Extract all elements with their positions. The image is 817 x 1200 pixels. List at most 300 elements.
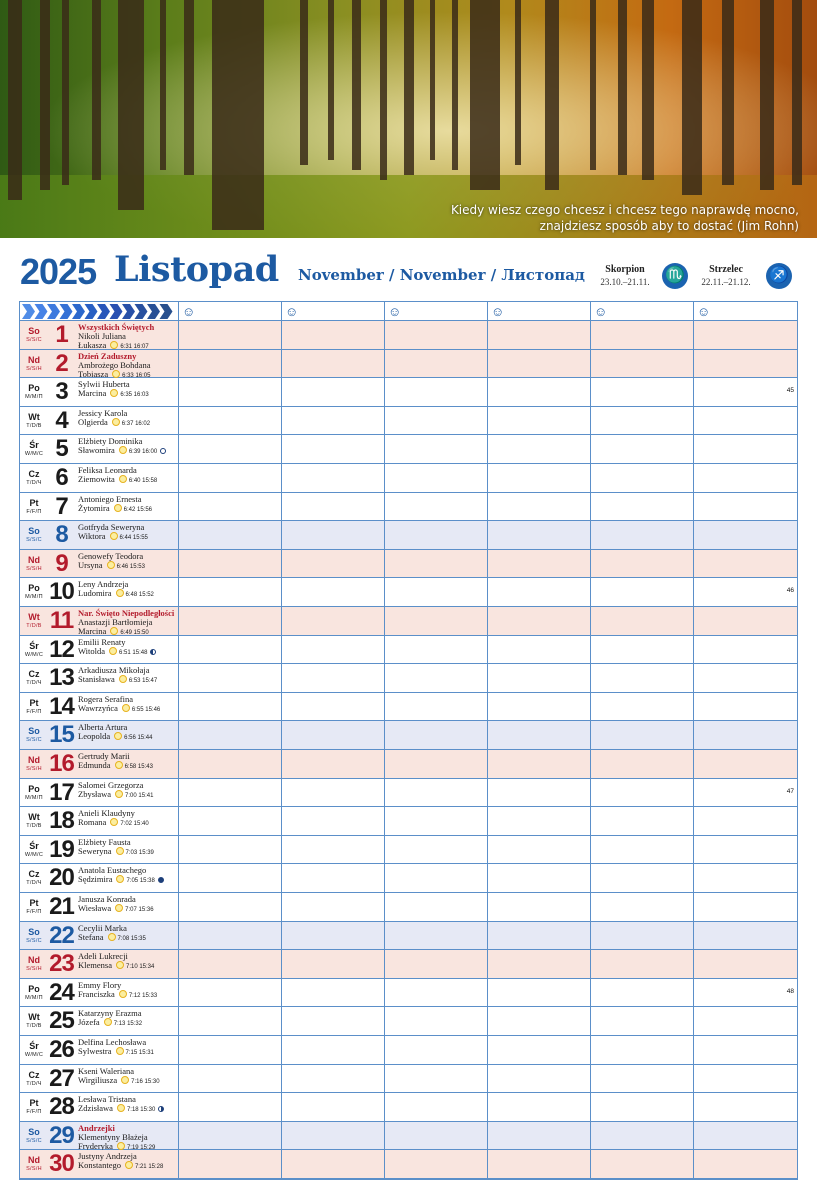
- name-day-text: Fryderyka: [78, 1140, 113, 1151]
- weekday-abbr-translations: S/S/H: [26, 565, 42, 572]
- sunrise-sunset-times: 6:56 15:44: [124, 735, 153, 742]
- sun-icon: [121, 1076, 129, 1084]
- name-day: Emmy Flory: [78, 979, 122, 990]
- day-number: 3: [55, 378, 68, 406]
- sunrise-sunset-times: 7:00 15:41: [125, 792, 154, 799]
- name-day-text: Olgierda: [78, 416, 108, 427]
- name-day: [78, 960, 154, 972]
- zodiac-name: Strzelec: [709, 264, 743, 275]
- sunrise-sunset-times: 6:46 15:53: [116, 563, 145, 570]
- sun-icon: [116, 1047, 124, 1055]
- name-day-text: Wiktora: [78, 531, 106, 542]
- name-day: [78, 646, 156, 658]
- day-row[interactable]: [20, 521, 797, 550]
- sunrise-sunset-times: 6:49 15:50: [120, 630, 149, 636]
- name-day-text: Franciszka: [78, 988, 115, 999]
- chevron-shape: [160, 304, 173, 319]
- sunrise-sunset-times: 6:39 16:00: [128, 449, 158, 456]
- quote-line: znajdziesz sposób aby to dostać (Jim Rohn): [539, 219, 799, 233]
- day-row[interactable]: [20, 636, 797, 665]
- column-divider: [590, 302, 591, 1179]
- name-day: [78, 1160, 163, 1172]
- day-row[interactable]: [20, 378, 797, 407]
- weekday-abbr-translations: S/S/C: [26, 1137, 42, 1144]
- name-day-text: Wirgiliusza: [78, 1074, 118, 1085]
- weekday-abbr-translations: F/F/П: [26, 1109, 42, 1116]
- weekday-abbr-translations: T/D/Ч: [26, 1080, 42, 1087]
- weekday-abbr-translations: M/M/П: [25, 594, 43, 601]
- weekday-abbr: So: [28, 1126, 40, 1137]
- weekday-abbr-translations: S/S/C: [26, 537, 42, 544]
- weekday-abbr-translations: M/M/П: [25, 794, 43, 801]
- name-day: [78, 874, 164, 886]
- day-row[interactable]: [20, 550, 797, 579]
- name-day: Alberta Artura: [78, 722, 128, 733]
- day-row[interactable]: [20, 864, 797, 893]
- name-day: [78, 445, 166, 457]
- weekday-abbr-translations: F/F/П: [26, 708, 42, 715]
- smiley-icon: ☺: [594, 304, 608, 319]
- column-divider: [693, 302, 694, 1179]
- weekday-abbr: Po: [28, 783, 40, 794]
- name-day-text: Konstantego: [78, 1160, 121, 1171]
- sun-icon: [112, 418, 120, 426]
- name-day: [78, 474, 157, 486]
- moon-phase-icon: [150, 649, 156, 655]
- sun-icon: [109, 647, 117, 655]
- weekday-abbr: Pt: [29, 697, 39, 708]
- day-number: 30: [49, 1150, 74, 1178]
- name-day-text: Ziemowita: [78, 474, 115, 484]
- day-number: 29: [49, 1121, 74, 1149]
- name-day: Leny Andrzeja: [78, 579, 129, 590]
- name-day: Elżbiety Dominika: [78, 436, 143, 447]
- weekday-abbr-translations: S/S/C: [26, 937, 42, 944]
- day-row[interactable]: [20, 321, 797, 350]
- column-divider: [178, 302, 179, 1179]
- name-day: [78, 417, 150, 429]
- weekday-abbr-translations: S/S/H: [26, 365, 42, 372]
- day-number: 5: [55, 435, 68, 463]
- weekday-abbr: Wt: [28, 812, 40, 823]
- day-row[interactable]: [20, 893, 797, 922]
- name-day-text: Tobiasza: [78, 368, 109, 379]
- day-row[interactable]: [20, 836, 797, 865]
- sun-icon: [117, 1104, 125, 1112]
- day-number: 20: [49, 864, 74, 892]
- name-day: [78, 503, 152, 515]
- sunrise-sunset-times: 6:55 15:46: [131, 706, 161, 713]
- name-day: Gotfryda Seweryna: [78, 522, 145, 533]
- sun-icon: [114, 732, 122, 740]
- sagittarius-icon: ♐: [766, 263, 792, 289]
- chevron-shape: [60, 304, 73, 319]
- day-row[interactable]: [20, 1007, 797, 1036]
- weekday-abbr: Wt: [28, 1012, 40, 1023]
- weekday-abbr: Cz: [28, 669, 40, 680]
- day-number: 16: [49, 750, 74, 777]
- zodiac-sagittarius: [696, 264, 756, 288]
- weekday-abbr: Cz: [28, 1069, 40, 1080]
- weekday-abbr: So: [28, 526, 40, 537]
- weekday-abbr-translations: F/F/П: [26, 508, 42, 515]
- calendar-header: [20, 250, 800, 294]
- name-day: [78, 1046, 154, 1058]
- day-row[interactable]: [20, 922, 797, 951]
- name-day-text: Marcina: [78, 626, 107, 636]
- name-day: Ambrożego Bohdana: [78, 359, 151, 370]
- day-number: 17: [49, 778, 74, 806]
- day-row[interactable]: [20, 607, 797, 636]
- week-number: 48: [786, 987, 794, 995]
- day-number: 28: [49, 1093, 74, 1121]
- chevron-shape: [85, 304, 98, 319]
- weekday-abbr-translations: T/D/B: [26, 422, 42, 429]
- weekday-abbr: Nd: [28, 1155, 40, 1166]
- name-day: Delfina Lechosława: [78, 1037, 147, 1047]
- name-day-text: Edmunda: [78, 760, 111, 770]
- day-number: 6: [55, 464, 68, 491]
- name-day-text: Sławomira: [78, 445, 115, 456]
- name-day: Katarzyny Erazma: [78, 1008, 142, 1019]
- weekday-abbr: Pt: [29, 497, 39, 508]
- name-day: [78, 1103, 164, 1115]
- name-day-text: Stefana: [78, 931, 104, 942]
- day-number: 14: [49, 692, 74, 720]
- name-day: Anatola Eustachego: [78, 865, 147, 876]
- day-row[interactable]: [20, 1065, 797, 1094]
- weekday-abbr: Śr: [29, 1041, 39, 1051]
- day-number: 23: [49, 950, 74, 978]
- sunrise-sunset-times: 6:40 15:58: [128, 478, 158, 484]
- weekday-abbr: Nd: [28, 955, 40, 966]
- forest-photo: [0, 0, 817, 238]
- name-day: Feliksa Leonarda: [78, 465, 137, 475]
- chevron-shape: [47, 304, 60, 319]
- holiday-name: Andrzejki: [78, 1122, 115, 1133]
- month-translations: November / November / Листопад: [298, 266, 585, 284]
- weekday-abbr: Wt: [28, 411, 40, 422]
- sun-icon: [110, 532, 118, 540]
- day-row[interactable]: [20, 750, 797, 779]
- name-day: Emilii Renaty: [78, 636, 126, 647]
- day-number: 24: [49, 978, 74, 1006]
- weekday-abbr-translations: M/M/П: [25, 394, 43, 401]
- day-number: 1: [55, 321, 68, 348]
- column-divider: [384, 302, 385, 1179]
- name-day: Rogera Serafina: [78, 693, 133, 704]
- sunrise-sunset-times: 6:48 15:52: [125, 592, 154, 599]
- calendar-grid: [19, 301, 798, 1180]
- smiley-icon: ☺: [182, 304, 196, 319]
- weekday-abbr: So: [28, 326, 40, 336]
- weekday-abbr-translations: W/M/C: [24, 451, 44, 458]
- sun-icon: [115, 761, 123, 769]
- sun-icon: [110, 627, 118, 635]
- sunrise-sunset-times: 7:07 15:36: [125, 907, 154, 913]
- day-row[interactable]: [20, 1150, 797, 1179]
- chevron-shape: [122, 304, 135, 319]
- day-row[interactable]: [20, 1036, 797, 1065]
- sun-icon: [116, 589, 124, 597]
- chevron-shape: [72, 304, 85, 319]
- weekday-abbr-translations: S/S/H: [26, 1166, 42, 1173]
- name-day-text: Żytomira: [78, 502, 110, 513]
- name-day: Kseni Waleriana: [78, 1065, 135, 1076]
- chevron-arrows-icon: [22, 304, 178, 319]
- holiday-name: Nar. Święto Niepodległości: [78, 608, 175, 618]
- name-day: [78, 1075, 160, 1087]
- day-number: 11: [49, 607, 74, 634]
- month-name: Listopad: [114, 249, 279, 290]
- sun-icon: [104, 1018, 112, 1026]
- day-number: 12: [49, 635, 74, 663]
- name-day: [78, 846, 154, 858]
- weekday-abbr-translations: S/S/C: [26, 337, 42, 343]
- day-row[interactable]: [20, 721, 797, 750]
- day-number: 9: [55, 549, 68, 577]
- sun-icon: [114, 504, 122, 512]
- name-day-text: Stanisława: [78, 674, 115, 685]
- day-row[interactable]: [20, 807, 797, 836]
- sun-icon: [119, 675, 127, 683]
- day-number: 27: [49, 1064, 74, 1092]
- moon-phase-icon: [160, 448, 166, 454]
- day-row[interactable]: [20, 578, 797, 607]
- sun-icon: [115, 904, 123, 912]
- scorpio-icon: ♏: [662, 263, 688, 289]
- name-day: Anieli Klaudyny: [78, 808, 135, 819]
- weekday-abbr-translations: T/D/B: [26, 823, 42, 830]
- weekday-abbr-translations: S/S/H: [26, 766, 42, 772]
- sun-icon: [110, 389, 118, 397]
- day-row[interactable]: [20, 950, 797, 979]
- chevron-shape: [22, 304, 35, 319]
- weekday-abbr: Po: [28, 583, 40, 594]
- weekday-abbr-translations: S/S/C: [26, 737, 42, 744]
- sunrise-sunset-times: 6:33 16:05: [122, 372, 151, 379]
- name-day-text: Witolda: [78, 645, 106, 656]
- day-number: 10: [49, 578, 74, 606]
- sunrise-sunset-times: 7:02 15:40: [120, 821, 149, 828]
- zodiac-dates: 22.11.–21.12.: [701, 277, 751, 287]
- day-row[interactable]: [20, 1122, 797, 1151]
- name-day: Janusza Konrada: [78, 894, 136, 904]
- day-row[interactable]: [20, 1093, 797, 1122]
- name-day: [78, 703, 160, 715]
- column-divider: [281, 302, 282, 1179]
- name-day: Lesława Tristana: [78, 1094, 136, 1105]
- weekday-abbr: Cz: [28, 869, 40, 880]
- sunrise-sunset-times: 6:31 16:07: [120, 344, 149, 350]
- weekday-abbr: So: [28, 926, 40, 937]
- name-day: Justyny Andrzeja: [78, 1151, 137, 1162]
- name-day: Arkadiusza Mikołaja: [78, 665, 150, 676]
- sun-icon: [110, 341, 118, 349]
- weekday-abbr-translations: T/D/Ч: [26, 480, 42, 486]
- name-day: [78, 588, 154, 600]
- weekday-abbr: Śr: [29, 440, 39, 451]
- holiday-name: Wszystkich Świętych: [78, 322, 155, 332]
- column-divider: [487, 302, 488, 1179]
- sunrise-sunset-times: 7:18 15:30: [126, 1107, 156, 1114]
- weekday-abbr: Nd: [28, 755, 40, 765]
- weekday-abbr-translations: S/S/H: [26, 966, 42, 973]
- zodiac-name: Skorpion: [605, 264, 645, 275]
- name-day-text: Leopolda: [78, 731, 111, 742]
- name-day: Salomei Grzegorza: [78, 779, 144, 790]
- name-day: [78, 903, 154, 915]
- day-row[interactable]: [20, 407, 797, 436]
- chevron-shape: [110, 304, 123, 319]
- weekday-abbr: Śr: [29, 840, 39, 851]
- name-day-text: Seweryna: [78, 845, 112, 856]
- quote: [451, 202, 799, 234]
- sunrise-sunset-times: 7:10 15:34: [126, 964, 155, 971]
- day-number: 2: [55, 349, 68, 377]
- weekday-abbr-translations: T/D/B: [26, 1023, 42, 1030]
- name-day: Nikoli Juliana: [78, 331, 126, 341]
- sunrise-sunset-times: 7:16 15:30: [131, 1078, 160, 1085]
- day-number: 4: [55, 406, 68, 434]
- weekday-abbr-translations: W/M/C: [24, 851, 44, 858]
- name-day-text: Ludomira: [78, 588, 112, 599]
- sun-icon: [122, 704, 130, 712]
- name-day: [78, 674, 157, 686]
- name-day-text: Ursyna: [78, 559, 103, 570]
- name-day-text: Wiesława: [78, 903, 112, 913]
- sun-icon: [112, 370, 120, 378]
- sunrise-sunset-times: 7:15 15:31: [125, 1050, 154, 1056]
- chevron-shape: [35, 304, 48, 319]
- name-day: [78, 989, 157, 1001]
- name-day-text: Wawrzyńca: [78, 702, 118, 713]
- name-day: [78, 560, 145, 572]
- day-row[interactable]: [20, 350, 797, 379]
- name-day: [78, 932, 146, 944]
- day-row[interactable]: [20, 435, 797, 464]
- name-day-text: Zbysława: [78, 788, 112, 799]
- day-row[interactable]: [20, 979, 797, 1008]
- name-day: Adeli Lukrecji: [78, 951, 128, 962]
- weekday-abbr: Wt: [28, 612, 40, 622]
- sun-icon: [108, 933, 116, 941]
- day-number: 8: [55, 521, 68, 549]
- sun-icon: [115, 790, 123, 798]
- zodiac-scorpio: [595, 264, 655, 288]
- weekday-abbr: Nd: [28, 554, 40, 565]
- sun-icon: [110, 818, 118, 826]
- name-day: [78, 388, 149, 400]
- sun-icon: [116, 847, 124, 855]
- smiley-icon: ☺: [697, 304, 711, 319]
- name-day: [78, 817, 149, 829]
- weekday-abbr: Śr: [29, 640, 39, 651]
- sun-icon: [116, 961, 124, 969]
- day-number: 19: [49, 835, 74, 863]
- sunrise-sunset-times: 6:37 16:02: [121, 420, 151, 427]
- sun-icon: [117, 1142, 125, 1150]
- quote-line: Kiedy wiesz czego chcesz i chcesz tego naprawdę mocno,: [450, 203, 799, 217]
- sun-icon: [119, 990, 127, 998]
- name-day: [78, 731, 152, 743]
- sunrise-sunset-times: 7:12 15:33: [128, 992, 158, 999]
- name-day-text: Zdzisława: [78, 1103, 113, 1114]
- sunrise-sunset-times: 7:08 15:35: [117, 935, 146, 942]
- year: 2025: [20, 251, 97, 292]
- sun-icon: [119, 446, 127, 454]
- name-day: Anastazji Bartłomieja: [78, 617, 153, 627]
- sun-icon: [107, 561, 115, 569]
- day-row[interactable]: [20, 493, 797, 522]
- sunrise-sunset-times: 7:05 15:38: [126, 878, 155, 885]
- day-number: 18: [49, 807, 74, 835]
- weekday-abbr: Pt: [29, 1098, 39, 1109]
- sunrise-sunset-times: 7:13 15:32: [113, 1021, 143, 1028]
- weekday-abbr-translations: F/F/П: [26, 909, 42, 915]
- weekday-abbr: So: [28, 726, 40, 737]
- chevron-shape: [135, 304, 148, 319]
- day-row[interactable]: [20, 779, 797, 808]
- name-day: [78, 789, 153, 801]
- day-row[interactable]: [20, 464, 797, 493]
- name-day: [78, 760, 153, 772]
- name-day: Gertrudy Marii: [78, 751, 130, 761]
- day-number: 26: [49, 1036, 74, 1063]
- header-row: [20, 302, 797, 321]
- name-day-text: Sylwestra: [78, 1046, 112, 1056]
- weekday-abbr: Nd: [28, 354, 40, 365]
- week-number: 46: [786, 587, 794, 595]
- sunrise-sunset-times: 6:42 15:56: [123, 506, 152, 513]
- day-row[interactable]: [20, 693, 797, 722]
- name-day: Klementyny Błażeja: [78, 1131, 148, 1142]
- sunrise-sunset-times: 6:44 15:55: [119, 535, 148, 542]
- week-number: 47: [786, 787, 794, 795]
- sunrise-sunset-times: 6:58 15:43: [124, 764, 153, 770]
- sun-icon: [119, 475, 127, 483]
- weekday-abbr-translations: W/M/C: [24, 651, 44, 658]
- name-day: Elżbiety Fausta: [78, 836, 131, 847]
- moon-phase-icon: [158, 877, 164, 883]
- day-number: 7: [55, 492, 68, 520]
- weekday-abbr: Cz: [28, 469, 40, 479]
- chevron-shape: [147, 304, 160, 319]
- name-day-text: Łukasza: [78, 340, 107, 350]
- name-day: Antoniego Ernesta: [78, 493, 142, 504]
- weekday-abbr: Po: [28, 983, 40, 994]
- chevron-shape: [97, 304, 110, 319]
- name-day: Cecylii Marka: [78, 922, 127, 933]
- name-day: Sylwii Huberta: [78, 379, 130, 390]
- weekday-abbr-translations: T/D/Ч: [26, 880, 42, 887]
- day-row[interactable]: [20, 664, 797, 693]
- sunrise-sunset-times: 7:19 15:29: [126, 1144, 156, 1151]
- moon-phase-icon: [158, 1106, 164, 1112]
- name-day-text: Józefa: [78, 1017, 100, 1028]
- name-day-text: Klemensa: [78, 960, 112, 971]
- sunrise-sunset-times: 6:51 15:48: [119, 649, 148, 656]
- name-day-text: Sędzimira: [78, 874, 113, 885]
- name-day: [78, 531, 148, 543]
- name-day-text: Marcina: [78, 388, 107, 399]
- name-day-text: Romana: [78, 817, 107, 828]
- day-number: 15: [49, 721, 74, 749]
- weekday-abbr: Po: [28, 383, 40, 394]
- weekday-abbr-translations: W/M/C: [24, 1052, 44, 1058]
- sunrise-sunset-times: 6:53 15:47: [128, 678, 158, 685]
- day-number: 13: [49, 664, 74, 692]
